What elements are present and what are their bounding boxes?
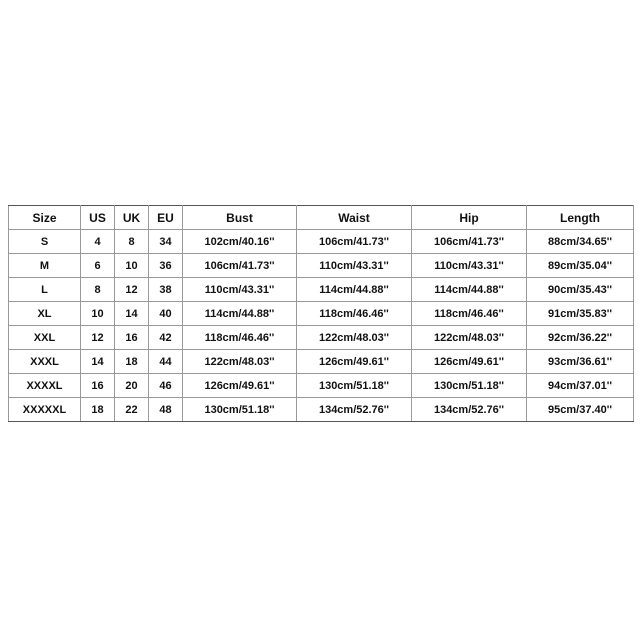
cell-uk: 22 bbox=[115, 398, 149, 422]
cell-eu: 40 bbox=[149, 302, 183, 326]
cell-hip: 130cm/51.18'' bbox=[412, 374, 527, 398]
cell-size: M bbox=[9, 254, 81, 278]
cell-hip: 118cm/46.46'' bbox=[412, 302, 527, 326]
cell-length: 89cm/35.04'' bbox=[527, 254, 634, 278]
cell-hip: 122cm/48.03'' bbox=[412, 326, 527, 350]
header-waist: Waist bbox=[297, 206, 412, 230]
cell-hip: 134cm/52.76'' bbox=[412, 398, 527, 422]
cell-length: 92cm/36.22'' bbox=[527, 326, 634, 350]
cell-length: 90cm/35.43'' bbox=[527, 278, 634, 302]
cell-waist: 126cm/49.61'' bbox=[297, 350, 412, 374]
cell-us: 8 bbox=[81, 278, 115, 302]
cell-bust: 118cm/46.46'' bbox=[183, 326, 297, 350]
cell-us: 18 bbox=[81, 398, 115, 422]
cell-eu: 48 bbox=[149, 398, 183, 422]
cell-size: XXXL bbox=[9, 350, 81, 374]
table-row bbox=[9, 326, 634, 350]
cell-size: L bbox=[9, 278, 81, 302]
table-row bbox=[9, 350, 634, 374]
cell-length: 95cm/37.40'' bbox=[527, 398, 634, 422]
cell-length: 91cm/35.83'' bbox=[527, 302, 634, 326]
cell-length: 88cm/34.65'' bbox=[527, 230, 634, 254]
size-chart-table bbox=[8, 205, 634, 422]
cell-uk: 18 bbox=[115, 350, 149, 374]
cell-bust: 110cm/43.31'' bbox=[183, 278, 297, 302]
table-row bbox=[9, 374, 634, 398]
cell-us: 4 bbox=[81, 230, 115, 254]
cell-uk: 12 bbox=[115, 278, 149, 302]
header-row bbox=[9, 206, 634, 230]
cell-bust: 114cm/44.88'' bbox=[183, 302, 297, 326]
cell-eu: 44 bbox=[149, 350, 183, 374]
cell-us: 14 bbox=[81, 350, 115, 374]
cell-eu: 36 bbox=[149, 254, 183, 278]
cell-eu: 46 bbox=[149, 374, 183, 398]
cell-bust: 102cm/40.16'' bbox=[183, 230, 297, 254]
cell-size: XXL bbox=[9, 326, 81, 350]
cell-size: XXXXL bbox=[9, 374, 81, 398]
cell-hip: 110cm/43.31'' bbox=[412, 254, 527, 278]
header-bust: Bust bbox=[183, 206, 297, 230]
cell-us: 10 bbox=[81, 302, 115, 326]
cell-waist: 118cm/46.46'' bbox=[297, 302, 412, 326]
cell-bust: 106cm/41.73'' bbox=[183, 254, 297, 278]
header-uk: UK bbox=[115, 206, 149, 230]
cell-eu: 34 bbox=[149, 230, 183, 254]
cell-bust: 126cm/49.61'' bbox=[183, 374, 297, 398]
cell-uk: 10 bbox=[115, 254, 149, 278]
table-row bbox=[9, 254, 634, 278]
cell-bust: 122cm/48.03'' bbox=[183, 350, 297, 374]
cell-length: 94cm/37.01'' bbox=[527, 374, 634, 398]
header-size: Size bbox=[9, 206, 81, 230]
cell-size: XXXXXL bbox=[9, 398, 81, 422]
header-length: Length bbox=[527, 206, 634, 230]
table-row bbox=[9, 278, 634, 302]
cell-waist: 122cm/48.03'' bbox=[297, 326, 412, 350]
header-hip: Hip bbox=[412, 206, 527, 230]
cell-uk: 20 bbox=[115, 374, 149, 398]
cell-hip: 114cm/44.88'' bbox=[412, 278, 527, 302]
cell-uk: 8 bbox=[115, 230, 149, 254]
table-row bbox=[9, 398, 634, 422]
cell-eu: 42 bbox=[149, 326, 183, 350]
cell-us: 6 bbox=[81, 254, 115, 278]
cell-uk: 14 bbox=[115, 302, 149, 326]
cell-waist: 110cm/43.31'' bbox=[297, 254, 412, 278]
cell-uk: 16 bbox=[115, 326, 149, 350]
cell-eu: 38 bbox=[149, 278, 183, 302]
header-eu: EU bbox=[149, 206, 183, 230]
cell-us: 12 bbox=[81, 326, 115, 350]
table-row bbox=[9, 230, 634, 254]
cell-bust: 130cm/51.18'' bbox=[183, 398, 297, 422]
cell-waist: 114cm/44.88'' bbox=[297, 278, 412, 302]
cell-length: 93cm/36.61'' bbox=[527, 350, 634, 374]
cell-waist: 130cm/51.18'' bbox=[297, 374, 412, 398]
cell-size: XL bbox=[9, 302, 81, 326]
cell-us: 16 bbox=[81, 374, 115, 398]
cell-hip: 126cm/49.61'' bbox=[412, 350, 527, 374]
cell-waist: 106cm/41.73'' bbox=[297, 230, 412, 254]
header-us: US bbox=[81, 206, 115, 230]
table-row bbox=[9, 302, 634, 326]
cell-size: S bbox=[9, 230, 81, 254]
cell-waist: 134cm/52.76'' bbox=[297, 398, 412, 422]
cell-hip: 106cm/41.73'' bbox=[412, 230, 527, 254]
